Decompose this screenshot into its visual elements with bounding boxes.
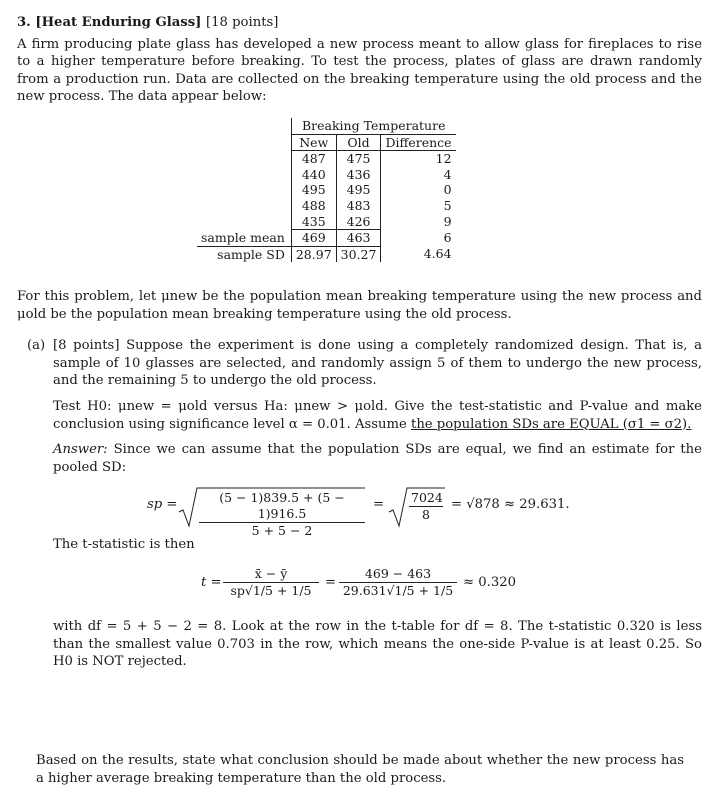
problem-heading (17, 14, 702, 32)
conclusion-paragraph: with df = 5 + 5 − 2 = 8. Look at the row in the t-table for df = 8. The t-statistic 0.320 is less than the smallest value 0.703 in the row, which means the one-side P-value is at least 0.25. So H0 is NOT rejected. (53, 618, 702, 670)
problem-page (17, 14, 702, 679)
sp-lhs: sp = (147, 497, 178, 513)
t-result: ≈ 0.320 (463, 574, 516, 590)
sp-fraction-simplified: $\frac{7024}{8}$ (411, 490, 443, 523)
equal-sd-assumption: the population SDs are EQUAL (σ1 = σ2). (411, 416, 692, 432)
pooled-sd-equation: sp = $\frac{(5 - 1)839.5 + (5 - 1)916.5}{5 + 5 - 2}$ = $\frac{7024}{8}$ = √878 ≈ 29.631. (53, 484, 702, 530)
answer-label: Answer: (53, 442, 108, 458)
t-fraction: $\frac{x̄ - ȳ}{sp√1/5 + 1/5}$ (223, 566, 319, 599)
sp-fraction: $\frac{(5 - 1)839.5 + (5 - 1)916.5}{5 + 5 - 2}$ (199, 490, 365, 539)
sample-mean-label: sample mean (197, 230, 291, 247)
table-row: 440 436 4 (197, 167, 456, 183)
t-lhs: t = (201, 574, 222, 590)
part-a-setup: (a) [8 points] Suppose the experiment is done using a completely randomized design. That is, a sample of 10 glasses are selected, and randomly assign 5 of them to undergo the new process, and the remaining 5 to undergo the old process. (27, 338, 702, 389)
tstat-intro: The t-statistic is then (53, 537, 195, 553)
t-statistic-equation: t = $\frac{x̄ - ȳ}{sp√1/5 + 1/5}$ = $\frac{469 - 463}{29.631√1/5 + 1/5}$ ≈ 0.320 (201, 565, 516, 598)
col-header-diff: Difference (381, 134, 456, 151)
table-row: 487 475 12 (197, 151, 456, 167)
definitions-paragraph: For this problem, let μnew be the population mean breaking temperature using the new process and μold be the population mean breaking temperature using the old process. (17, 288, 702, 322)
table-row: 435 426 9 (197, 214, 456, 230)
table-row: 488 483 5 (197, 198, 456, 214)
part-a-tag: (a) (27, 338, 46, 354)
sp-result: = √878 ≈ 29.631. (451, 497, 570, 513)
table-row: 495 495 0 (197, 182, 456, 198)
table-title: Breaking Temperature (291, 118, 455, 134)
sample-sd-label: sample SD (217, 246, 285, 262)
problem-points: [18 points] (205, 15, 279, 30)
hypothesis-test-text: Test H0: μnew = μold versus Ha: μnew > μold. Give the test-statistic and P-value and make conclusion using significance level α = 0.01. Assume the population SDs are EQUAL (σ1 = σ2). (53, 398, 702, 432)
intro-paragraph: A firm producing plate glass has developed a new process meant to allow glass for fireplaces to rise to a higher temperature before breaking. To test the process, plates of glass are drawn randomly from a production run. Data are collected on the breaking temperature using the old process and the new process. The data appear below: (17, 36, 702, 105)
part-a (27, 337, 702, 671)
answer-intro: Answer: Since we can assume that the population SDs are equal, we find an estimate for the pooled SD: (53, 442, 702, 475)
col-header-old: Old (336, 134, 381, 151)
col-header-new: New (291, 134, 336, 151)
data-table-wrap (17, 118, 702, 278)
sample-mean-row: sample mean 469 463 6 (197, 230, 456, 247)
t-fraction-numeric: $\frac{469 - 463}{29.631√1/5 + 1/5}$ (339, 566, 457, 599)
problem-title: 3. [Heat Enduring Glass] (17, 15, 202, 30)
sample-sd-row: sample SD 28.97 30.27 4.64 (197, 246, 456, 262)
data-table (197, 118, 456, 262)
final-question: Based on the results, state what conclusion should be made about whether the new process has a higher average breaking temperature than the old process. (36, 753, 684, 786)
